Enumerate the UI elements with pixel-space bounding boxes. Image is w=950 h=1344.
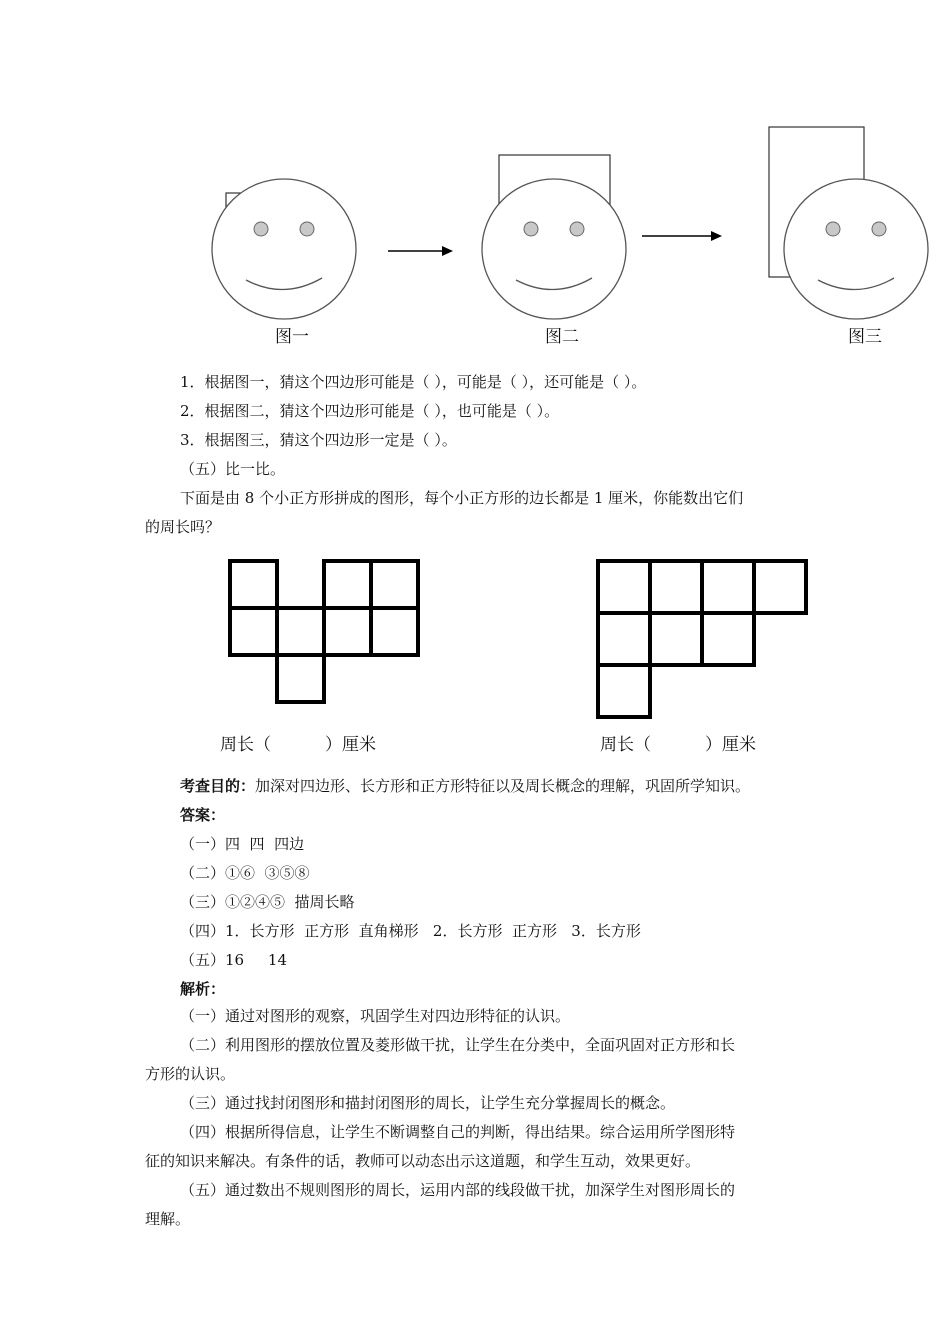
analysis-p1: （一）通过对图形的观察，巩固学生对四边形特征的认识。	[180, 1007, 571, 1025]
figure-one-caption: 图一	[275, 327, 309, 347]
intro-line-1: 下面是由 8 个小正方形拼成的图形，每个小正方形的边长都是 1 厘米，你能数出它们	[180, 489, 744, 507]
left-grid-figure	[226, 557, 426, 712]
answer-3: （三）①②④⑤ 描周长略	[180, 893, 355, 911]
answer-2: （二）①⑥ ③⑤⑧	[180, 864, 310, 882]
right-perimeter-caption: 周长（ ）厘米	[600, 735, 757, 755]
smiley-face-1	[212, 179, 356, 319]
figure-two-caption: 图二	[545, 327, 579, 347]
analysis-p2-line1: （二）利用图形的摆放位置及菱形做干扰，让学生在分类中，全面巩固对正方形和长	[180, 1036, 736, 1054]
purpose-label: 考查目的：	[180, 777, 256, 795]
analysis-p5-line2: 理解。	[145, 1210, 191, 1228]
eye-right-1	[300, 222, 314, 236]
analysis-p2-line2: 方形的认识。	[145, 1065, 236, 1083]
eye-left-3	[826, 222, 840, 236]
question-3: 3．根据图三，猜这个四边形一定是（ ）。	[180, 431, 457, 449]
arrow-2	[642, 231, 722, 241]
smiley-face-3	[784, 179, 928, 319]
analysis-label: 解析：	[180, 980, 226, 998]
purpose-text: 加深对四边形、长方形和正方形特征以及周长概念的理解，巩固所学知识。	[255, 777, 751, 795]
analysis-p3: （三）通过找封闭图形和描封闭图形的周长，让学生充分掌握周长的概念。	[180, 1094, 676, 1112]
figure-one	[212, 179, 356, 319]
answer-4: （四）1．长方形 正方形 直角梯形 2．长方形 正方形 3．长方形	[180, 922, 641, 940]
section-five-heading: （五）比一比。	[180, 460, 286, 478]
left-perimeter-caption: 周长（ ）厘米	[220, 735, 377, 755]
answer-1: （一）四 四 四边	[180, 835, 305, 853]
eye-left-2	[524, 222, 538, 236]
figure-two	[482, 155, 626, 319]
arrow-1	[388, 246, 453, 256]
analysis-p4-line2: 征的知识来解决。有条件的话，教师可以动态出示这道题，和学生互动，效果更好。	[145, 1152, 701, 1170]
answer-5: （五）16 14	[180, 951, 288, 969]
question-1: 1．根据图一，猜这个四边形可能是（ ），可能是（ ），还可能是（ ）。	[180, 373, 647, 391]
analysis-p5-line1: （五）通过数出不规则图形的周长，运用内部的线段做干扰，加深学生对图形周长的	[180, 1181, 736, 1199]
question-2: 2．根据图二，猜这个四边形可能是（ ），也可能是（ ）。	[180, 402, 560, 420]
smiley-face-2	[482, 179, 626, 319]
intro-line-2: 的周长吗？	[145, 518, 221, 536]
eye-left-1	[254, 222, 268, 236]
right-grid-figure	[593, 556, 813, 722]
figure-three	[769, 127, 928, 319]
eye-right-2	[570, 222, 584, 236]
answers-label: 答案：	[180, 806, 226, 824]
figure-three-caption: 图三	[848, 327, 882, 347]
eye-right-3	[872, 222, 886, 236]
purpose-line	[180, 776, 750, 796]
analysis-p4-line1: （四）根据所得信息，让学生不断调整自己的判断，得出结果。综合运用所学图形特	[180, 1123, 736, 1141]
